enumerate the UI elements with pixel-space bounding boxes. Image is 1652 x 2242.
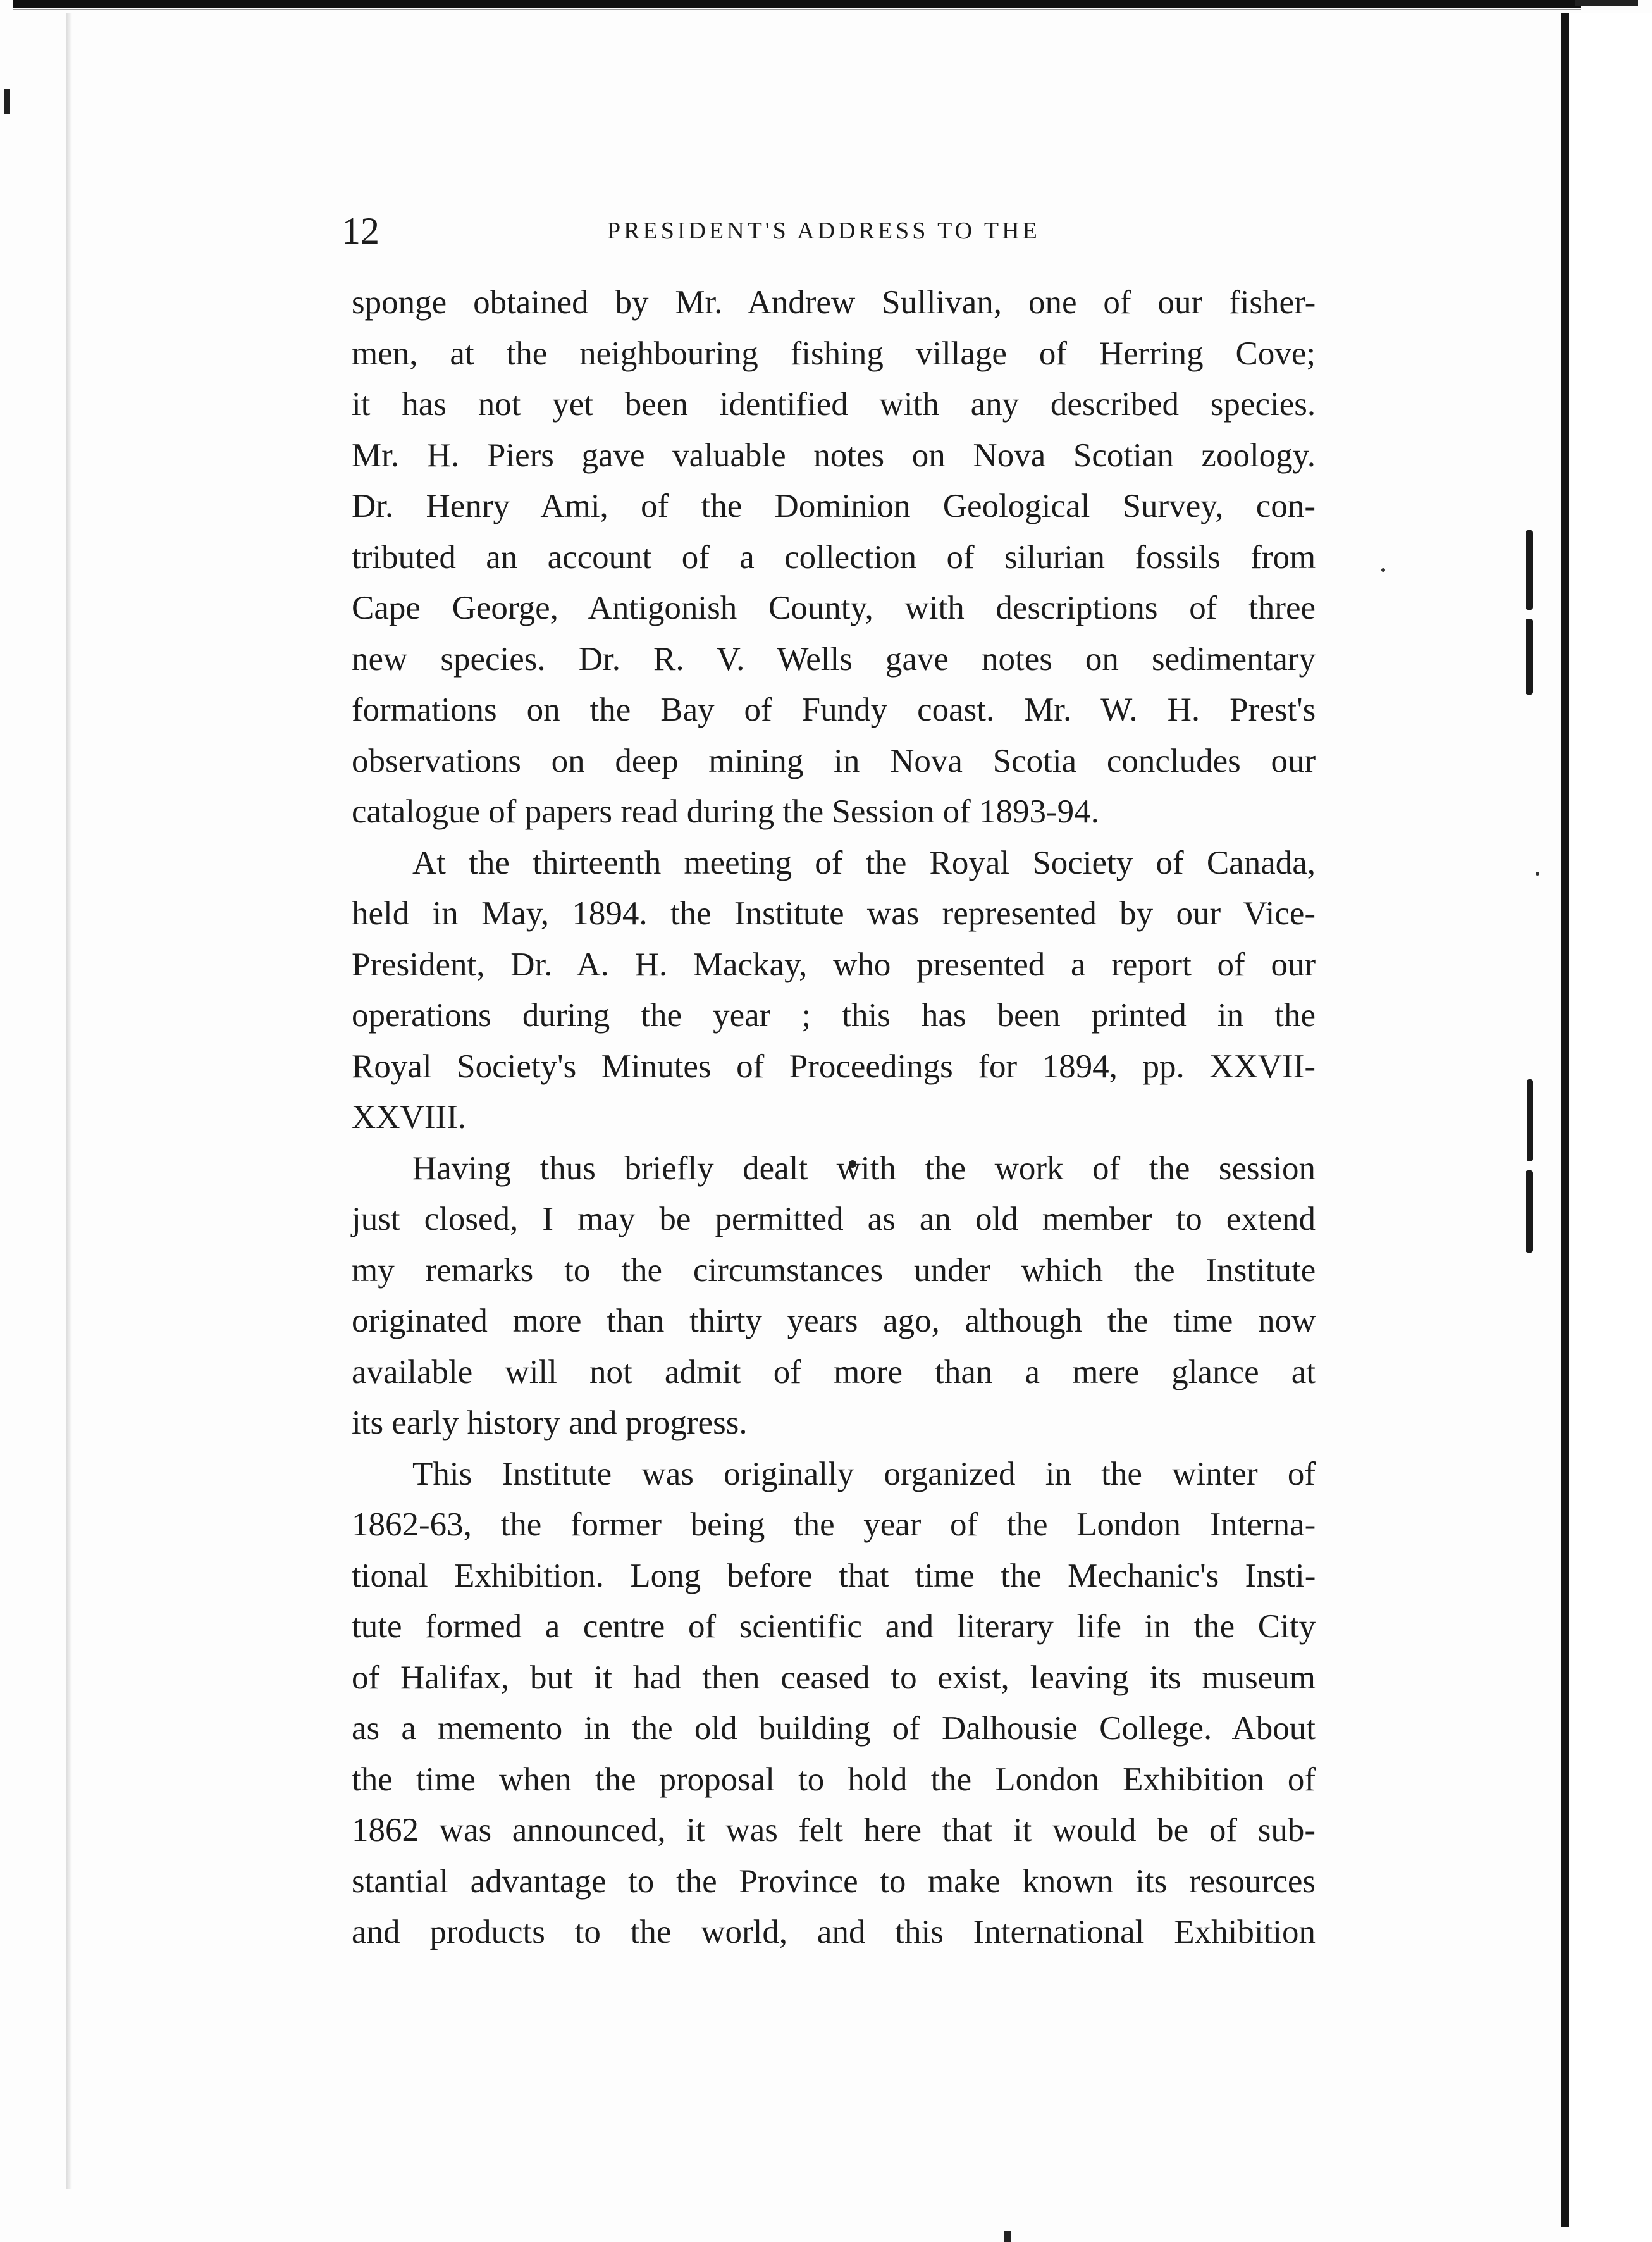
running-title: PRESIDENT'S ADDRESS TO THE [607,218,1040,244]
text-line: catalogue of papers read during the Session of 1893-94. [352,793,1099,830]
paragraph [352,1143,1316,1449]
body-text [352,277,1316,1958]
text-line: At the thirteenth meeting of the Royal Society of Canada, [412,844,1316,881]
scan-scratch-mark [1527,1079,1533,1161]
scan-scratch-mark [1526,619,1533,695]
running-header [342,202,1328,259]
text-line: as a memento in the old building of Dalhousie College. About [352,1710,1316,1747]
top-border-rule [13,0,1581,8]
bottom-margin-mark [1004,2231,1011,2242]
text-line: Dr. Henry Ami, of the Dominion Geological Survey, con- [352,488,1316,524]
text-line: operations during the year ; this has been printed in the [352,997,1316,1034]
text-line: men, at the neighbouring fishing village of Herring Cove; [352,335,1316,372]
paragraph [352,277,1316,838]
text-line: and products to the world, and this International Exhibition [352,1914,1316,1950]
text-line: sponge obtained by Mr. Andrew Sullivan, one of our fisher- [352,284,1316,321]
text-line: tute formed a centre of scientific and literary life in the City [352,1608,1316,1645]
text-line: of Halifax, but it had then ceased to exist, leaving its museum [352,1659,1316,1696]
scan-scratch-mark [1526,530,1533,610]
text-line: new species. Dr. R. V. Wells gave notes on sedimentary [352,640,1316,678]
paragraph [352,838,1316,1143]
text-line: held in May, 1894. the Institute was represented by our Vice- [352,895,1316,932]
text-line: it has not yet been identified with any described species. [352,386,1316,423]
page-number: 12 [342,210,379,252]
text-line: formations on the Bay of Fundy coast. Mr. W. H. Prest's [352,691,1316,728]
scan-speck [1536,872,1539,876]
text-line: Mr. H. Piers gave valuable notes on Nova Scotian zoology. [352,437,1316,474]
text-line: Cape George, Antigonish County, with descriptions of three [352,590,1316,626]
text-line: 1862 was announced, it was felt here that it would be of sub- [352,1812,1316,1849]
scan-speck [1381,568,1385,572]
text-line: President, Dr. A. H. Mackay, who presented a report of our [352,946,1316,983]
scan-scratch-mark [1526,1170,1533,1253]
top-border-thin-rule [13,9,1581,10]
text-line: XXVIII. [352,1099,467,1136]
text-line: its early history and progress. [352,1404,748,1441]
text-line: tional Exhibition. Long before that time the Mechanic's Insti- [352,1557,1316,1594]
text-line: originated more than thirty years ago, although the time now [352,1303,1316,1339]
left-page-shadow [66,13,72,2189]
text-line: my remarks to the circumstances under which the Institute [352,1251,1316,1289]
text-line: Having thus briefly dealt with the work of the session [412,1149,1316,1187]
text-line: just closed, I may be permitted as an old member to extend [352,1201,1316,1237]
text-line: 1862-63, the former being the year of the London Interna- [352,1506,1316,1543]
right-top-mark [1575,0,1638,6]
text-line: Royal Society's Minutes of Proceedings for 1894, pp. XXVII- [352,1048,1316,1085]
text-line: stantial advantage to the Province to make known its resources [352,1862,1316,1900]
text-line: tributed an account of a collection of silurian fossils from [352,538,1316,576]
right-page-edge [1561,13,1569,2227]
paragraph [352,1449,1316,1958]
text-line: observations on deep mining in Nova Scotia concludes our [352,742,1316,779]
text-line: This Institute was originally organized in the winter of [412,1455,1316,1492]
right-margin [1570,13,1652,2242]
text-line: the time when the proposal to hold the London Exhibition of [352,1761,1316,1798]
text-line: available will not admit of more than a mere glance at [352,1353,1316,1390]
left-margin-mark [4,89,10,114]
